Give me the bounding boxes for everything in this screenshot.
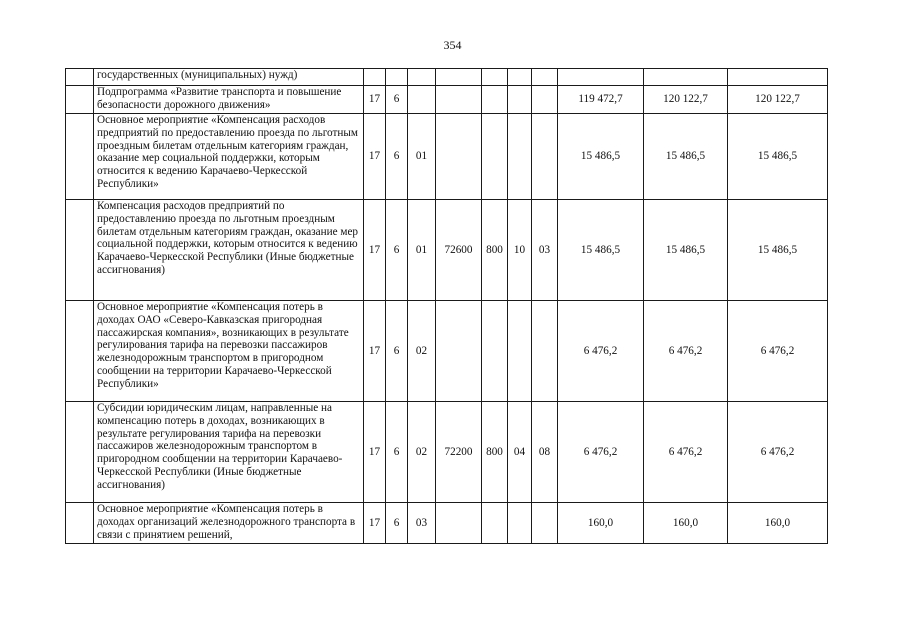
- code-cell: [436, 301, 482, 402]
- code-cell: 01: [408, 200, 436, 301]
- amount-cell: 160,0: [558, 503, 644, 544]
- code-cell: 800: [482, 402, 508, 503]
- code-cell: [364, 69, 386, 86]
- amount-cell: [644, 69, 728, 86]
- code-cell: 03: [408, 503, 436, 544]
- amount-cell: 15 486,5: [558, 114, 644, 200]
- amount-cell: [728, 69, 828, 86]
- item-name-cell: Основное мероприятие «Компенсация расходов предприятий по предоставлению проезда по льготным проездным билетам отдельным категориям граждан, оказание мер социальной поддержки, которым относится к ведению Карачаево-Черкесской Республики»: [94, 114, 364, 200]
- code-cell: [508, 114, 532, 200]
- amount-cell: 15 486,5: [728, 200, 828, 301]
- code-cell: 6: [386, 402, 408, 503]
- code-cell: 17: [364, 114, 386, 200]
- table-row: [66, 301, 828, 402]
- code-cell: 6: [386, 301, 408, 402]
- row-number-cell: [66, 402, 94, 503]
- code-cell: 6: [386, 114, 408, 200]
- amount-cell: 6 476,2: [644, 402, 728, 503]
- item-name-cell: Компенсация расходов предприятий по предоставлению проезда по льготным проездным билетам отдельным категориям граждан, оказание мер социальной поддержки, которым относится к ведению Карачаево-Черкесской Республики (Иные бюджетные ассигнования): [94, 200, 364, 301]
- code-cell: [408, 69, 436, 86]
- amount-cell: 15 486,5: [558, 200, 644, 301]
- table-row: [66, 86, 828, 114]
- amount-cell: 160,0: [728, 503, 828, 544]
- code-cell: 72600: [436, 200, 482, 301]
- code-cell: 03: [532, 200, 558, 301]
- row-number-cell: [66, 503, 94, 544]
- code-cell: 02: [408, 301, 436, 402]
- code-cell: [482, 301, 508, 402]
- code-cell: [532, 301, 558, 402]
- amount-cell: [558, 69, 644, 86]
- code-cell: [482, 86, 508, 114]
- item-name-cell: Основное мероприятие «Компенсация потерь в доходах организаций железнодорожного транспорта в связи с принятием решений,: [94, 503, 364, 544]
- amount-cell: 6 476,2: [558, 402, 644, 503]
- code-cell: [532, 69, 558, 86]
- code-cell: [508, 86, 532, 114]
- code-cell: [482, 503, 508, 544]
- amount-cell: 160,0: [644, 503, 728, 544]
- code-cell: 17: [364, 402, 386, 503]
- code-cell: 6: [386, 200, 408, 301]
- amount-cell: 15 486,5: [728, 114, 828, 200]
- row-number-cell: [66, 86, 94, 114]
- code-cell: [508, 301, 532, 402]
- code-cell: 02: [408, 402, 436, 503]
- code-cell: [436, 86, 482, 114]
- code-cell: [386, 69, 408, 86]
- code-cell: 10: [508, 200, 532, 301]
- amount-cell: 120 122,7: [644, 86, 728, 114]
- item-name-cell: Субсидии юридическим лицам, направленные на компенсацию потерь в доходах, возникающих в результате регулирования тарифа на перевозки пассажиров железнодорожным транспортом в пригородном сообщении на территории Карачаево-Черкесской Республики (Иные бюджетные ассигнования): [94, 402, 364, 503]
- table-row: [66, 200, 828, 301]
- code-cell: [508, 503, 532, 544]
- row-number-cell: [66, 200, 94, 301]
- budget-table: [65, 68, 828, 544]
- table-row: [66, 402, 828, 503]
- code-cell: [532, 503, 558, 544]
- code-cell: [508, 69, 532, 86]
- code-cell: 17: [364, 200, 386, 301]
- code-cell: [482, 114, 508, 200]
- row-number-cell: [66, 114, 94, 200]
- amount-cell: 6 476,2: [728, 301, 828, 402]
- code-cell: [408, 86, 436, 114]
- amount-cell: 119 472,7: [558, 86, 644, 114]
- code-cell: 08: [532, 402, 558, 503]
- amount-cell: 15 486,5: [644, 114, 728, 200]
- code-cell: 01: [408, 114, 436, 200]
- item-name-cell: государственных (муниципальных) нужд): [94, 69, 364, 86]
- code-cell: 17: [364, 301, 386, 402]
- amount-cell: 15 486,5: [644, 200, 728, 301]
- row-number-cell: [66, 301, 94, 402]
- code-cell: [436, 69, 482, 86]
- code-cell: 6: [386, 86, 408, 114]
- code-cell: [532, 86, 558, 114]
- code-cell: 17: [364, 86, 386, 114]
- code-cell: [436, 503, 482, 544]
- row-number-cell: [66, 69, 94, 86]
- table-row: [66, 503, 828, 544]
- code-cell: 17: [364, 503, 386, 544]
- table-row: [66, 69, 828, 86]
- code-cell: [436, 114, 482, 200]
- amount-cell: 6 476,2: [728, 402, 828, 503]
- code-cell: 72200: [436, 402, 482, 503]
- item-name-cell: Основное мероприятие «Компенсация потерь в доходах ОАО «Северо-Кавказская пригородная пассажирская компания», возникающих в результате регулирования тарифа на перевозки пассажиров железнодорожным транспортом в пригородном сообщении на территории Карачаево-Черкесской Республики»: [94, 301, 364, 402]
- amount-cell: 120 122,7: [728, 86, 828, 114]
- item-name-cell: Подпрограмма «Развитие транспорта и повышение безопасности дорожного движения»: [94, 86, 364, 114]
- page-number: 354: [443, 38, 462, 52]
- table-row: [66, 114, 828, 200]
- amount-cell: 6 476,2: [644, 301, 728, 402]
- code-cell: [532, 114, 558, 200]
- code-cell: [482, 69, 508, 86]
- code-cell: 800: [482, 200, 508, 301]
- code-cell: 04: [508, 402, 532, 503]
- amount-cell: 6 476,2: [558, 301, 644, 402]
- code-cell: 6: [386, 503, 408, 544]
